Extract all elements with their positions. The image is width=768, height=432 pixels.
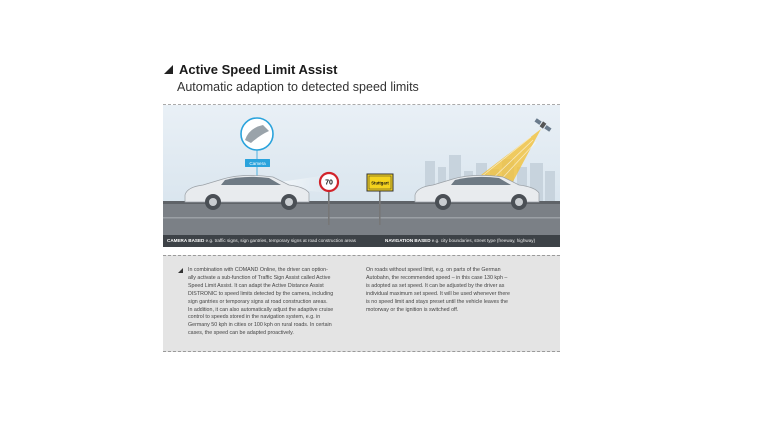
caption-camera-bold: CAMERA BASED (167, 238, 205, 243)
section-header (164, 62, 564, 94)
camera-label: Camera (249, 161, 266, 166)
title-row (164, 62, 564, 77)
figure-caption-bar (163, 235, 560, 247)
speed-sign-value: 70 (325, 179, 333, 187)
caption-navigation-bold: NAVIGATION BASED (385, 238, 431, 243)
page-title: Active Speed Limit Assist (179, 62, 338, 77)
town-sign-text: Stuttgart (371, 180, 389, 186)
info-box (163, 255, 560, 352)
caption-camera-text: e.g. traffic signs, sign gantries, temporary signs at road construction areas (204, 238, 356, 243)
speed-limit-illustration (163, 104, 560, 247)
info-column-left: In combination with COMAND Online, the driver can option- ally activate a sub-function of Traffic Sign Assist called Active Speed Limit Assist. It can adapt the Active Distance Assist DISTRONIC to speed limits detected by the camera, including sign gantries or temporary signs at road construction areas. In addition, it can also automatically adjust the adaptive cruise control to speeds stored in the navigation system, e.g. in Germany 50 kph in cities or 100 kph on rural roads. In certain cases, the speed can be adapted proactively. (188, 267, 334, 337)
info-column-right: On roads without speed limit, e.g. on parts of the German Autobahn, the recommended speed – in this case 130 kph – is adopted as set speed. It can be adjusted by the driver as individual maximum set speed. It will be used whenever there is no speed limit and stays preset until the vehicle leaves the motorway or the ignition is switched off. (366, 267, 510, 313)
triangle-bullet-icon (164, 65, 173, 74)
page-subtitle: Automatic adaption to detected speed limits (177, 80, 419, 94)
illustration-svg (163, 105, 560, 247)
triangle-bullet-icon (178, 268, 183, 273)
caption-navigation-text: e.g. city boundaries, street type (freeway, highway) (430, 238, 536, 243)
caption-camera (167, 235, 356, 247)
caption-navigation (385, 235, 535, 247)
